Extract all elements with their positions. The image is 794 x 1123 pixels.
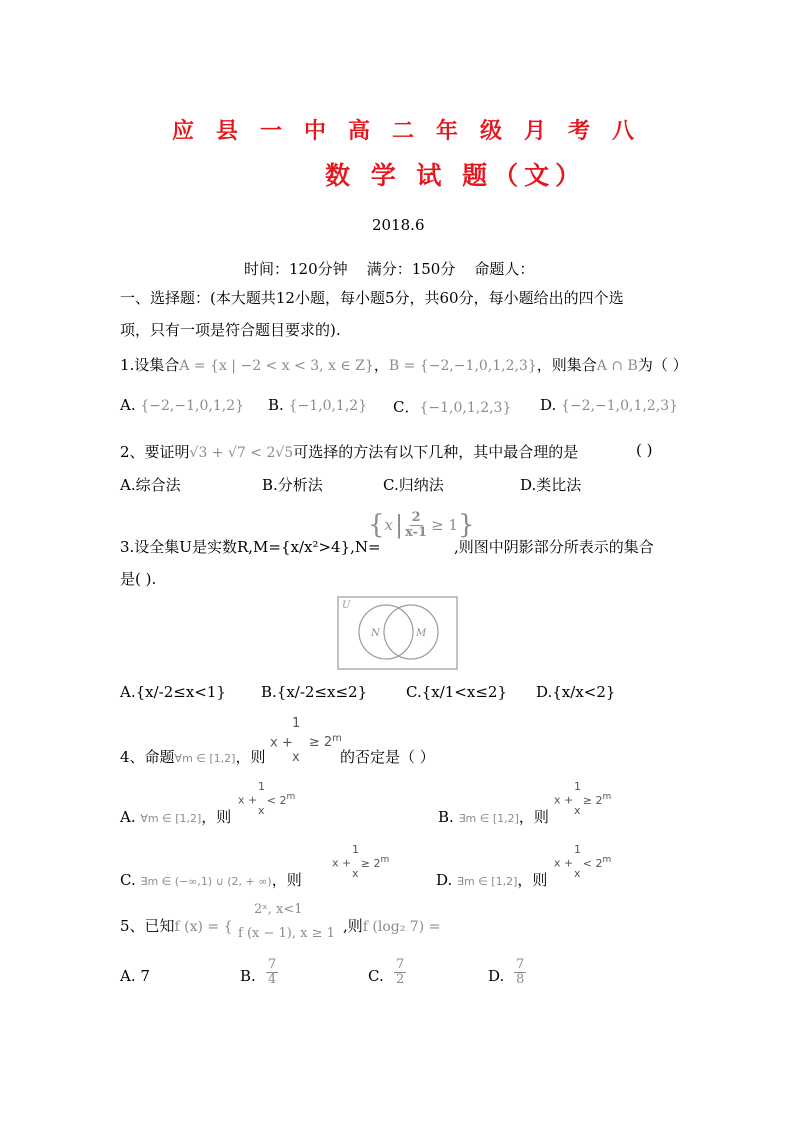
q5-case-2: f (x − 1), x ≥ 1 [238, 926, 335, 941]
section-heading-line2: 项，只有一项是符合题目要求的). [120, 321, 341, 339]
q4-option-d: D. ∃m ∈ [1,2]，则 [436, 871, 548, 889]
q5-option-b: B. [240, 967, 256, 985]
exam-meta: 时间：120分钟 满分：150分 命题人： [244, 260, 535, 278]
q3-line2: 是( ). [120, 570, 157, 588]
q5-option-a: A. 7 [120, 967, 150, 985]
q4-option-a: A. ∀m ∈ [1,2]，则 [120, 808, 232, 826]
q1-option-c: C．{−1,0,1,2,3} [393, 398, 512, 416]
q3-set-n: {x| $\frac{2}{x-1}$ ≥ 1} [368, 509, 475, 540]
q3-option-c: C.{x/1<x≤2} [406, 683, 507, 701]
q2-expr: √3 + √7 < 2√5 [189, 445, 294, 461]
q5-option-c-frac: $\frac{7}{2}$ [396, 957, 405, 987]
question-5: 5、已知f (x) = { [120, 917, 233, 935]
venn-diagram [337, 596, 459, 670]
q3-option-a: A.{x/-2≤x<1} [120, 683, 226, 701]
q1-prefix: 1.设集合 [120, 356, 180, 374]
question-4: 4、命题∀m ∈ [1,2]，则 [120, 748, 266, 766]
q1-set-a: A = {x | −2 < x < 3, x ∈ Z} [179, 358, 374, 374]
school-title: 应县一中高二年级月考八 [172, 118, 657, 144]
venn-circle-n [359, 605, 413, 659]
q1-suffix: ，则集合 [536, 356, 597, 374]
question-3: 3.设全集U是实数R,M={x/x²>4},N= [120, 538, 381, 556]
q4-option-c: C. ∃m ∈ (−∞,1) ∪ (2, + ∞)，则 [120, 871, 302, 889]
q1-option-d: D. {−2,−1,0,1,2,3} [540, 396, 679, 414]
q3-option-b: B.{x/-2≤x≤2} [261, 683, 368, 701]
q5-option-d-frac: $\frac{7}{8}$ [516, 957, 525, 987]
q3-suffix: ,则图中阴影部分所表示的集合 [454, 538, 654, 556]
q2-option-c: C.归纳法 [383, 476, 444, 494]
q5-option-b-frac: $\frac{7}{4}$ [268, 957, 277, 987]
q1-option-b: B. {−1,0,1,2} [268, 396, 368, 414]
exam-date: 2018.6 [372, 216, 425, 234]
q2-answer-paren: ( ) [636, 441, 653, 459]
q1-tail: 为（ ） [637, 356, 688, 374]
q1-comma: ， [373, 356, 389, 374]
venn-label-u: U [342, 600, 351, 611]
venn-circle-m [384, 605, 438, 659]
q2-option-a: A.综合法 [120, 476, 181, 494]
q5-tail: ,则f (log₂ 7) = [343, 917, 441, 935]
question-2: 2、要证明√3 + √7 < 2√5可选择的方法有以下几种，其中最合理的是 [120, 443, 579, 461]
q2-option-b: B.分析法 [262, 476, 323, 494]
subject-title: 数 学 试 题（文） [325, 161, 587, 190]
section-heading-line1: 一、选择题：(本大题共12小题，每小题5分，共60分，每小题给出的四个选 [120, 289, 624, 307]
venn-label-m: M [416, 628, 427, 639]
q2-option-d: D.类比法 [520, 476, 582, 494]
question-1 [120, 354, 688, 375]
q5-option-d: D. [488, 967, 505, 985]
q5-option-c: C. [368, 967, 384, 985]
q4-suffix: 的否定是（ ） [340, 748, 435, 766]
q3-option-d: D.{x/x<2} [536, 683, 616, 701]
venn-label-n: N [371, 628, 380, 639]
q1-set-b: B = {−2,−1,0,1,2,3} [388, 358, 537, 374]
q1-option-a: A. {−2,−1,0,1,2} [120, 396, 245, 414]
q1-expr: A ∩ B [596, 358, 638, 374]
q4-option-b: B. ∃m ∈ [1,2]，则 [438, 808, 549, 826]
q5-case-1: 2ˣ, x<1 [254, 902, 303, 917]
